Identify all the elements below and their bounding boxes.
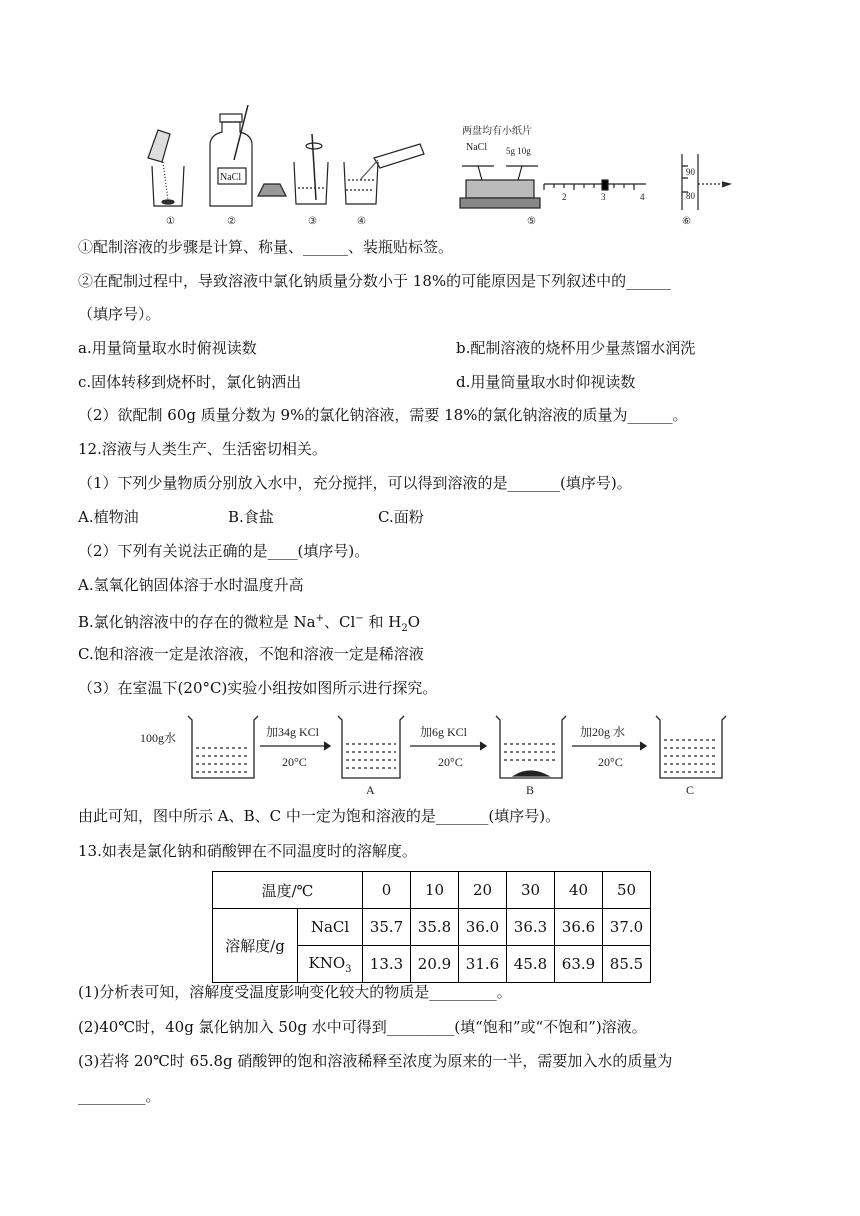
cylinder-icon [682,154,730,210]
option-line [78,609,420,639]
arrow-2 [410,742,486,750]
pour-liquid-icon [344,144,424,204]
question-line: ①配制溶液的步骤是计算、称量、______、装瓶贴标签。 [78,238,454,256]
question-heading: 12.溶液与人类生产、生活密切相关。 [78,440,327,458]
option-a: a.用量筒量取水时俯视读数 [78,339,257,357]
balance-icon [460,124,540,208]
temp-2-label: 20°C [438,755,463,769]
table-row [213,909,651,946]
question-line: 由此可知，图中所示 A、B、C 中一定为饱和溶液的是_______(填序号)。 [78,807,561,825]
option-b-text: B.氯化钠溶液中的存在的微粒是 Na [78,613,316,631]
option-row [78,507,424,527]
start-label: 100g水 [140,731,177,745]
beaker-a [338,716,404,778]
value-cell: 85.5 [603,946,651,983]
option-c: C.面粉 [378,508,424,526]
table-row [213,872,651,909]
option-line: C.饱和溶液一定是浓溶液，不饱和溶液一定是稀溶液 [78,645,424,663]
question-line: ②在配制过程中，导致溶液中氯化钠质量分数小于 18%的可能原因是下列叙述中的______ [78,272,672,290]
temp-3-label: 20°C [598,755,623,769]
beaker-c [656,716,726,778]
temp-cell: 0 [363,872,411,909]
cylinder-tick-80: 80 [686,191,695,201]
step-1-label: 加34g KCl [266,725,320,739]
beaker-b [496,716,566,778]
option-line: A.氢氧化钠固体溶于水时温度升高 [78,576,304,594]
question-line: （2）欲配制 60g 质量分数为 9%的氯化钠溶液，需要 18%的氯化钠溶液的质量为______。 [78,406,688,424]
temp-cell: 30 [507,872,555,909]
option-row [78,338,696,358]
question-line: （2）下列有关说法正确的是____(填序号)。 [78,542,370,560]
stir-beaker-icon [294,134,328,204]
temp-cell: 20 [459,872,507,909]
water-h: 和 H [363,613,402,631]
arrow-3 [572,742,646,750]
value-cell: 35.8 [411,909,459,946]
step-label-6: ⑥ [682,216,691,227]
question-heading: 13.如表是氯化钠和硝酸钾在不同温度时的溶解度。 [78,842,417,860]
step-label-3: ③ [308,216,317,227]
chloride: 、Cl [324,613,356,631]
temp-cell: 10 [411,872,459,909]
question-line: （1）下列少量物质分别放入水中，充分搅拌，可以得到溶液的是_______(填序号)。 [78,474,632,492]
step-3-label: 加20g 水 [580,725,626,739]
ruler-tick-2: 2 [562,192,567,202]
cylinder-tick-90: 90 [686,167,695,177]
option-c: c.固体转移到烧杯时，氯化钠洒出 [78,373,302,391]
charge-plus: + [315,613,325,624]
ruler-tick-4: 4 [640,192,645,202]
option-row [78,372,636,392]
beaker-pour-icon [148,130,184,206]
arrow-1 [260,742,330,750]
option-b: B.食盐 [228,508,274,526]
value-cell: 45.8 [507,946,555,983]
value-cell: 20.9 [411,946,459,983]
solubility-table [212,871,651,983]
water-o: O [407,613,421,631]
question-line: (2)40℃时，40g 氯化钠加入 50g 水中可得到_________(填“饱和”或“不饱和”)溶液。 [78,1018,647,1036]
step-label-4: ④ [357,216,366,227]
step-label-2: ② [227,216,236,227]
reagent-bottle-icon [210,105,286,206]
value-cell: 35.7 [363,909,411,946]
lab-procedure-figure [130,100,740,230]
beaker-c-label: C [686,783,695,797]
temp-cell: 50 [603,872,651,909]
option-a: A.植物油 [78,508,139,526]
value-cell: 36.3 [507,909,555,946]
answer-blank: _________。 [78,1087,161,1105]
question-line: （填序号）。 [78,305,161,323]
question-line: （3）在室温下(20°C)实验小组按如图所示进行探究。 [78,679,438,697]
temp-header: 温度/℃ [213,872,363,909]
water-sub: 2 [401,623,408,634]
temp-1-label: 20°C [282,755,307,769]
kno3-main: KNO [308,953,346,972]
question-line: (3)若将 20℃时 65.8g 硝酸钾的饱和溶液稀释至浓度为原来的一半，需要加入水的质量为 [78,1052,673,1070]
balance-nacl: NaCl [466,142,488,153]
substance-kno3 [298,946,363,983]
step-2-label: 加6g KCl [420,725,468,739]
value-cell: 36.6 [555,909,603,946]
value-cell: 37.0 [603,909,651,946]
value-cell: 63.9 [555,946,603,983]
substance-nacl: NaCl [298,909,363,946]
charge-minus: − [355,613,364,624]
balance-note: 两盘均有小纸片 [462,126,532,137]
option-d: d.用量筒量取水时仰视读数 [456,373,636,391]
ruler-icon [544,180,646,202]
nacl-bottle-label: NaCl [220,172,242,183]
step-label-1: ① [166,216,175,227]
value-cell: 31.6 [459,946,507,983]
option-b: b.配制溶液的烧杯用少量蒸馏水润洗 [456,339,696,357]
step-label-5: ⑤ [527,216,536,227]
balance-weights: 5g 10g [506,146,531,156]
temp-cell: 40 [555,872,603,909]
kcl-experiment-figure [130,710,730,800]
row-header: 溶解度/g [213,909,298,983]
value-cell: 13.3 [363,946,411,983]
beaker-b-label: B [526,783,535,797]
beaker-a-label: A [366,783,375,797]
kno3-sub: 3 [345,963,352,975]
value-cell: 36.0 [459,909,507,946]
beaker-start [188,716,258,778]
ruler-tick-3: 3 [601,192,606,202]
question-line: (1)分析表可知，溶解度受温度影响变化较大的物质是_________。 [78,983,512,1001]
